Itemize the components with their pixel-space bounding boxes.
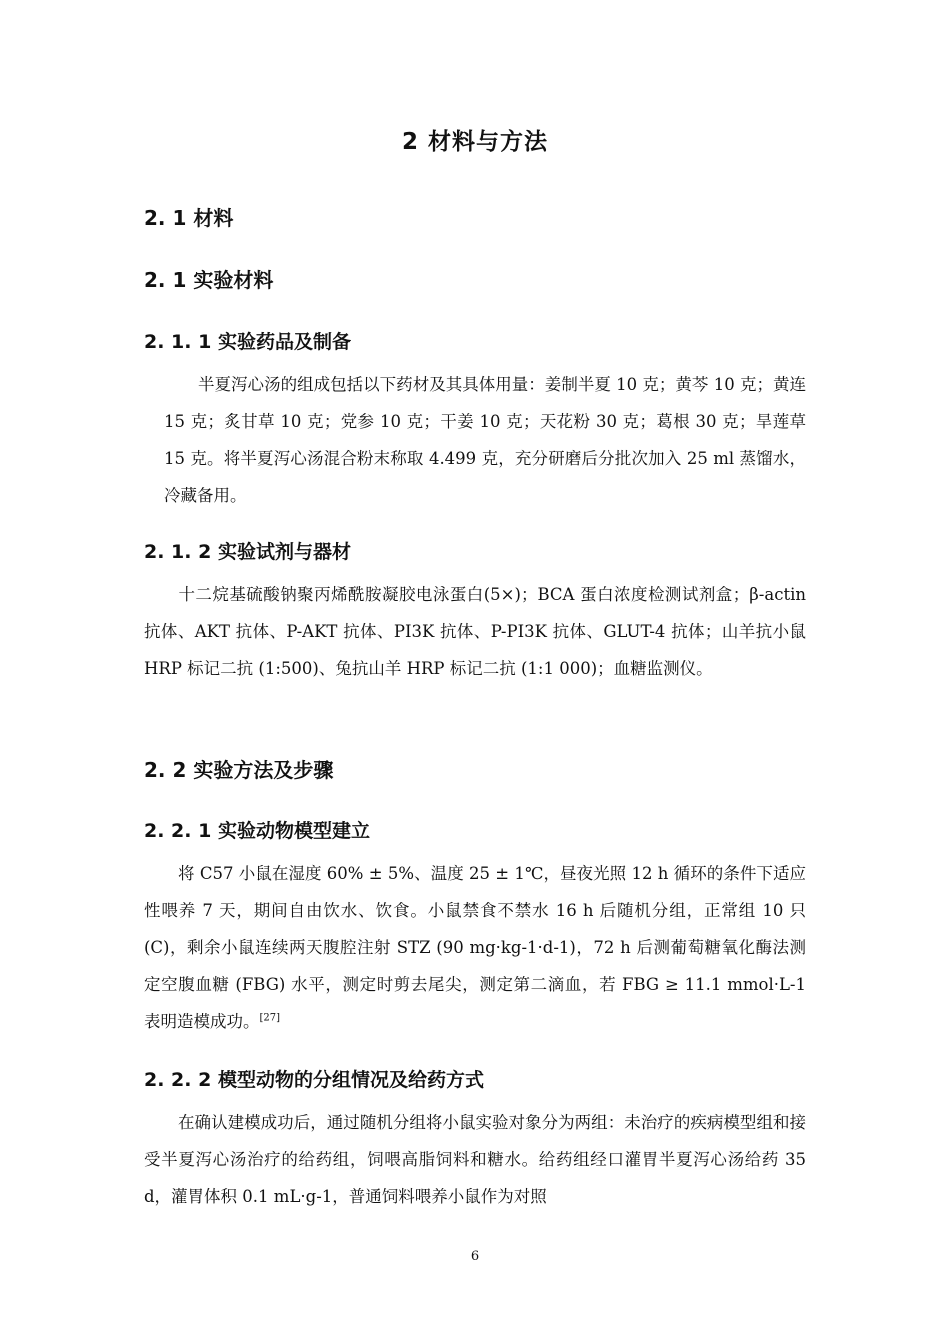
- subsection-heading-2-2-2: 2. 2. 2 模型动物的分组情况及给药方式: [144, 1069, 484, 1091]
- section-heading-2-1-experimental-materials: 2. 1 实验材料: [144, 268, 274, 292]
- paragraph-drug-preparation: 半夏泻心汤的组成包括以下药材及其具体用量：姜制半夏 10 克；黄芩 10 克；黄连 15 克；炙甘草 10 克；党参 10 克；干姜 10 克；天花粉 30 克；葛根 30 克；旱莲草 15 克。将半夏泻心汤混合粉末称取 4.499 克，充分研磨后分批次加入 25 ml 蒸馏水，冷藏备用。: [164, 375, 806, 505]
- paragraph-reagents-equipment: 十二烷基硫酸钠聚丙烯酰胺凝胶电泳蛋白(5×)；BCA 蛋白浓度检测试剂盒；β-actin 抗体、AKT 抗体、P-AKT 抗体、PI3K 抗体、P-PI3K 抗体、GLUT-4 抗体；山羊抗小鼠 HRP 标记二抗 (1:500)、兔抗山羊 HRP 标记二抗 (1:1 000)；血糖监测仪。: [144, 585, 806, 678]
- chapter-title: 2 材料与方法: [401, 129, 548, 155]
- paragraph-animal-model: 将 C57 小鼠在湿度 60% ± 5%、温度 25 ± 1℃，昼夜光照 12 h 循环的条件下适应性喂养 7 天，期间自由饮水、饮食。小鼠禁食不禁水 16 h 后随机分组，正常组 10 只 (C)，剩余小鼠连续两天腹腔注射 STZ (90 mg·kg-1·d-1)，72 h 后测葡萄糖氧化酶法测定空腹血糖 (FBG) 水平，测定时剪去尾尖，测定第二滴血，若 FBG ≥ 11.1 mmol·L-1 表明造模成功。[27]: [144, 864, 806, 1031]
- subsection-heading-2-2-1: 2. 2. 1 实验动物模型建立: [144, 820, 370, 842]
- section-heading-2-1-materials: 2. 1 材料: [144, 206, 234, 230]
- page-number: 6: [470, 1249, 480, 1264]
- section-heading-2-2: 2. 2 实验方法及步骤: [144, 758, 334, 782]
- subsection-heading-2-1-1: 2. 1. 1 实验药品及制备: [144, 331, 351, 353]
- citation-reference: [27]: [259, 1012, 281, 1024]
- paragraph-grouping-administration: 在确认建模成功后，通过随机分组将小鼠实验对象分为两组：未治疗的疾病模型组和接受半夏泻心汤治疗的给药组，饲喂高脂饲料和糖水。给药组经口灌胃半夏泻心汤给药 35 d，灌胃体积 0.1 mL·g-1，普通饲料喂养小鼠作为对照: [144, 1113, 806, 1206]
- subsection-heading-2-1-2: 2. 1. 2 实验试剂与器材: [144, 541, 351, 563]
